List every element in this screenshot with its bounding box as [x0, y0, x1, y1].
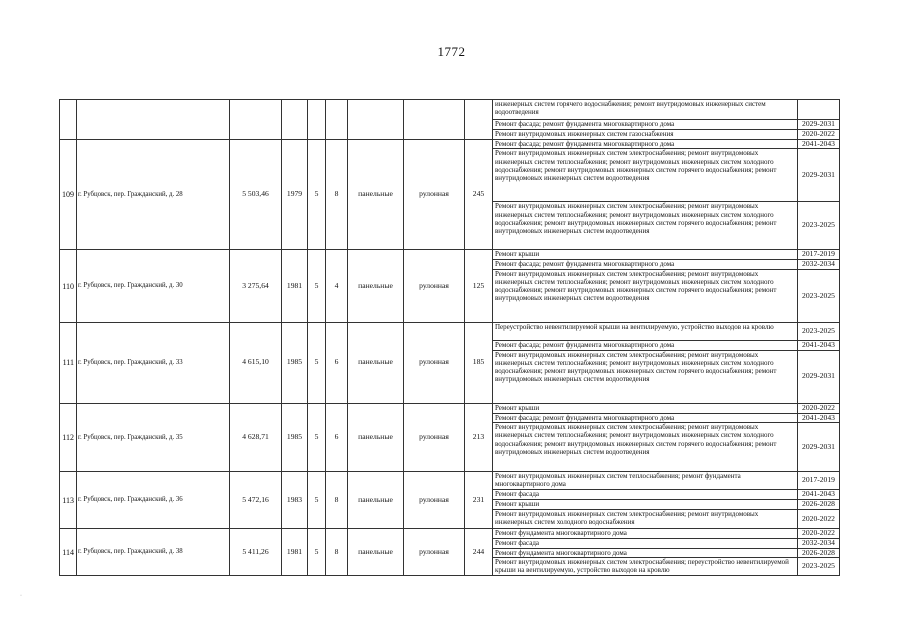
house-address: г. Рубцовск, пер. Гражданский, д. 35: [77, 403, 230, 472]
work-description: Ремонт внутридомовых инженерных систем электроснабжения; ремонт внутридомовых инженерных систем теплоснабжения; ремонт внутридомовых инженерных систем холодного водоснабжения; ремонт внутридомовых инженерных систем горячего водоснабжения; ремонт внутридомовых инженерных систем водоотведения: [493, 149, 798, 202]
resident-count: 245: [465, 139, 493, 250]
row-number: 114: [60, 528, 77, 575]
page-number: 1772: [437, 44, 466, 59]
work-description: Ремонт фасада; ремонт фундамента многоквартирного дома: [493, 413, 798, 423]
entrance-count: 8: [326, 139, 348, 250]
work-period: 2017-2019: [798, 250, 840, 260]
work-period: 2023-2025: [798, 202, 840, 250]
work-description: Ремонт фасада; ремонт фундамента многоквартирного дома: [493, 139, 798, 149]
work-period: 2041-2043: [798, 413, 840, 423]
work-period: 2026-2028: [798, 500, 840, 510]
wall-material: панельные: [348, 139, 404, 250]
roof-type: рулонная: [404, 472, 465, 529]
table-row: [60, 528, 840, 538]
floor-count: 5: [308, 139, 326, 250]
row-number: 109: [60, 139, 77, 250]
build-year: 1981: [282, 250, 308, 323]
work-period: [798, 100, 840, 120]
wall-material: панельные: [348, 322, 404, 403]
work-description: Ремонт фасада: [493, 490, 798, 500]
work-description: Ремонт внутридомовых инженерных систем электроснабжения; ремонт внутридомовых инженерных систем теплоснабжения; ремонт внутридомовых инженерных систем холодного водоснабжения; ремонт внутридомовых инженерных систем горячего водоснабжения; ремонт внутридомовых инженерных систем водоотведения: [493, 423, 798, 472]
work-period: 2020-2022: [798, 528, 840, 538]
floor-count: 5: [308, 322, 326, 403]
entrance-count: 8: [326, 472, 348, 529]
work-period: 2023-2025: [798, 322, 840, 340]
empty-cell: [326, 100, 348, 140]
entrance-count: 8: [326, 528, 348, 575]
empty-cell: [465, 100, 493, 140]
build-year: 1979: [282, 139, 308, 250]
work-description: Ремонт внутридомовых инженерных систем теплоснабжения; ремонт фундамента многоквартирного дома: [493, 472, 798, 490]
total-area: 4 628,71: [230, 403, 282, 472]
house-address: г. Рубцовск, пер. Гражданский, д. 28: [77, 139, 230, 250]
row-number: 111: [60, 322, 77, 403]
work-description: Ремонт внутридомовых инженерных систем электроснабжения; ремонт внутридомовых инженерных систем теплоснабжения; ремонт внутридомовых инженерных систем холодного водоснабжения; ремонт внутридомовых инженерных систем горячего водоснабжения; ремонт внутридомовых инженерных систем водоотведения: [493, 350, 798, 403]
table-row: [60, 100, 840, 120]
work-description: Ремонт внутридомовых инженерных систем газоснабжения: [493, 129, 798, 139]
entrance-count: 6: [326, 322, 348, 403]
roof-type: рулонная: [404, 250, 465, 323]
work-period: 2029-2031: [798, 149, 840, 202]
work-period: 2032-2034: [798, 260, 840, 270]
work-period: 2026-2028: [798, 548, 840, 558]
floor-count: 5: [308, 472, 326, 529]
work-period: 2029-2031: [798, 120, 840, 130]
work-period: 2041-2043: [798, 490, 840, 500]
roof-type: рулонная: [404, 403, 465, 472]
wall-material: панельные: [348, 403, 404, 472]
build-year: 1983: [282, 472, 308, 529]
entrance-count: 6: [326, 403, 348, 472]
table-row: [60, 322, 840, 340]
work-description: Переустройство невентилируемой крыши на вентилируемую, устройство выходов на кровлю: [493, 322, 798, 340]
total-area: 5 411,26: [230, 528, 282, 575]
empty-cell: [282, 100, 308, 140]
work-description: инженерных систем горячего водоснабжения; ремонт внутридомовых инженерных систем водоотведения: [493, 100, 798, 120]
build-year: 1981: [282, 528, 308, 575]
work-period: 2020-2022: [798, 129, 840, 139]
wall-material: панельные: [348, 250, 404, 323]
empty-cell: [308, 100, 326, 140]
wall-material: панельные: [348, 528, 404, 575]
entrance-count: 4: [326, 250, 348, 323]
total-area: 3 275,64: [230, 250, 282, 323]
work-description: Ремонт фасада: [493, 538, 798, 548]
empty-cell: [348, 100, 404, 140]
build-year: 1985: [282, 322, 308, 403]
work-description: Ремонт фасада; ремонт фундамента многоквартирного дома: [493, 260, 798, 270]
empty-cell: [60, 100, 77, 140]
work-period: 2041-2043: [798, 139, 840, 149]
empty-cell: [404, 100, 465, 140]
work-description: Ремонт фундамента многоквартирного дома: [493, 528, 798, 538]
table-row: [60, 139, 840, 149]
build-year: 1985: [282, 403, 308, 472]
floor-count: 5: [308, 403, 326, 472]
row-number: 113: [60, 472, 77, 529]
house-address: г. Рубцовск, пер. Гражданский, д. 33: [77, 322, 230, 403]
resident-count: 185: [465, 322, 493, 403]
work-period: 2032-2034: [798, 538, 840, 548]
resident-count: 231: [465, 472, 493, 529]
roof-type: рулонная: [404, 139, 465, 250]
work-period: 2020-2022: [798, 403, 840, 413]
work-period: 2023-2025: [798, 269, 840, 322]
table-body: [60, 100, 840, 576]
work-description: Ремонт внутридомовых инженерных систем электроснабжения; ремонт внутридомовых инженерных систем теплоснабжения; ремонт внутридомовых инженерных систем холодного водоснабжения; ремонт внутридомовых инженерных систем горячего водоснабжения; ремонт внутридомовых инженерных систем водоотведения: [493, 269, 798, 322]
house-address: г. Рубцовск, пер. Гражданский, д. 36: [77, 472, 230, 529]
work-description: Ремонт крыши: [493, 250, 798, 260]
work-period: 2029-2031: [798, 423, 840, 472]
house-address: г. Рубцовск, пер. Гражданский, д. 30: [77, 250, 230, 323]
capital-repair-register-table: [59, 99, 840, 576]
floor-count: 5: [308, 250, 326, 323]
work-period: 2023-2025: [798, 558, 840, 576]
table-row: [60, 403, 840, 413]
table-row: [60, 472, 840, 490]
work-period: 2017-2019: [798, 472, 840, 490]
resident-count: 244: [465, 528, 493, 575]
work-period: 2029-2031: [798, 350, 840, 403]
total-area: 5 472,16: [230, 472, 282, 529]
work-period: 2041-2043: [798, 340, 840, 350]
empty-cell: [77, 100, 230, 140]
work-period: 2020-2022: [798, 509, 840, 528]
work-description: Ремонт крыши: [493, 500, 798, 510]
scan-artifact-dot: ·: [20, 593, 22, 599]
house-address: г. Рубцовск, пер. Гражданский, д. 38: [77, 528, 230, 575]
resident-count: 213: [465, 403, 493, 472]
work-description: Ремонт фасада; ремонт фундамента многоквартирного дома: [493, 340, 798, 350]
table-row: [60, 250, 840, 260]
row-number: 112: [60, 403, 77, 472]
wall-material: панельные: [348, 472, 404, 529]
total-area: 4 615,10: [230, 322, 282, 403]
roof-type: рулонная: [404, 528, 465, 575]
work-description: Ремонт внутридомовых инженерных систем электроснабжения; переустройство невентилируемой крыши на вентилируемую, устройство выходов на кровлю: [493, 558, 798, 576]
row-number: 110: [60, 250, 77, 323]
roof-type: рулонная: [404, 322, 465, 403]
empty-cell: [230, 100, 282, 140]
work-description: Ремонт внутридомовых инженерных систем электроснабжения; ремонт внутридомовых инженерных систем теплоснабжения; ремонт внутридомовых инженерных систем холодного водоснабжения; ремонт внутридомовых инженерных систем горячего водоснабжения; ремонт внутридомовых инженерных систем водоотведения: [493, 202, 798, 250]
total-area: 5 503,46: [230, 139, 282, 250]
work-description: Ремонт фундамента многоквартирного дома: [493, 548, 798, 558]
work-description: Ремонт внутридомовых инженерных систем электроснабжения; ремонт внутридомовых инженерных систем холодного водоснабжения: [493, 509, 798, 528]
work-description: Ремонт крыши: [493, 403, 798, 413]
floor-count: 5: [308, 528, 326, 575]
work-description: Ремонт фасада; ремонт фундамента многоквартирного дома: [493, 120, 798, 130]
resident-count: 125: [465, 250, 493, 323]
